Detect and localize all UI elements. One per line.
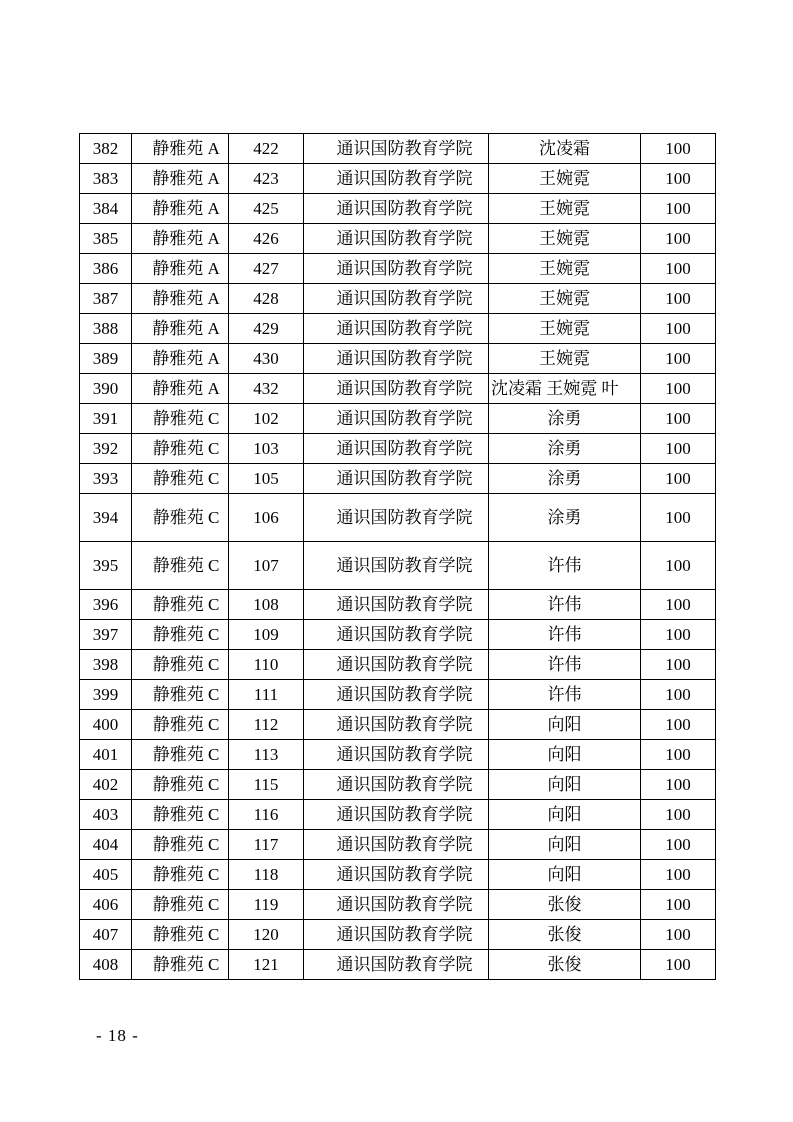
room-number-cell: 107 [229, 542, 304, 590]
row-number-cell: 392 [80, 434, 132, 464]
row-number-cell: 393 [80, 464, 132, 494]
score-cell: 100 [641, 374, 716, 404]
building-cell: 静雅苑 C [132, 860, 229, 890]
table-row [80, 284, 716, 314]
row-number-cell: 394 [80, 494, 132, 542]
inspector-name-cell: 张俊 [489, 950, 641, 980]
score-cell: 100 [641, 494, 716, 542]
score-cell: 100 [641, 404, 716, 434]
table-row [80, 680, 716, 710]
room-number-cell: 110 [229, 650, 304, 680]
inspector-name-cell: 张俊 [489, 920, 641, 950]
inspector-name-cell: 王婉霓 [489, 224, 641, 254]
room-number-cell: 117 [229, 830, 304, 860]
table-row [80, 314, 716, 344]
row-number-cell: 390 [80, 374, 132, 404]
building-cell: 静雅苑 C [132, 830, 229, 860]
college-cell: 通识国防教育学院 [304, 284, 489, 314]
inspector-name-cell: 许伟 [489, 620, 641, 650]
room-number-cell: 105 [229, 464, 304, 494]
college-cell: 通识国防教育学院 [304, 134, 489, 164]
inspector-name-cell: 王婉霓 [489, 314, 641, 344]
inspector-name-cell: 向阳 [489, 740, 641, 770]
college-cell: 通识国防教育学院 [304, 224, 489, 254]
table-row [80, 134, 716, 164]
table-row [80, 194, 716, 224]
college-cell: 通识国防教育学院 [304, 740, 489, 770]
inspector-name-cell: 涂勇 [489, 494, 641, 542]
building-cell: 静雅苑 C [132, 950, 229, 980]
room-number-cell: 103 [229, 434, 304, 464]
building-cell: 静雅苑 C [132, 740, 229, 770]
score-cell: 100 [641, 164, 716, 194]
building-cell: 静雅苑 A [132, 314, 229, 344]
score-cell: 100 [641, 542, 716, 590]
college-cell: 通识国防教育学院 [304, 710, 489, 740]
room-number-cell: 111 [229, 680, 304, 710]
row-number-cell: 402 [80, 770, 132, 800]
college-cell: 通识国防教育学院 [304, 494, 489, 542]
table-row [80, 890, 716, 920]
room-number-cell: 118 [229, 860, 304, 890]
inspector-name-cell: 向阳 [489, 710, 641, 740]
score-cell: 100 [641, 650, 716, 680]
college-cell: 通识国防教育学院 [304, 542, 489, 590]
college-cell: 通识国防教育学院 [304, 950, 489, 980]
score-cell: 100 [641, 830, 716, 860]
score-cell: 100 [641, 194, 716, 224]
score-cell: 100 [641, 680, 716, 710]
building-cell: 静雅苑 C [132, 650, 229, 680]
college-cell: 通识国防教育学院 [304, 920, 489, 950]
row-number-cell: 388 [80, 314, 132, 344]
page-number: - 18 - [96, 1026, 139, 1045]
table-row [80, 710, 716, 740]
inspector-name-cell: 许伟 [489, 650, 641, 680]
table-row [80, 620, 716, 650]
room-number-cell: 428 [229, 284, 304, 314]
college-cell: 通识国防教育学院 [304, 680, 489, 710]
building-cell: 静雅苑 C [132, 710, 229, 740]
college-cell: 通识国防教育学院 [304, 464, 489, 494]
table-row [80, 434, 716, 464]
building-cell: 静雅苑 A [132, 224, 229, 254]
building-cell: 静雅苑 A [132, 164, 229, 194]
table-row [80, 494, 716, 542]
row-number-cell: 405 [80, 860, 132, 890]
college-cell: 通识国防教育学院 [304, 800, 489, 830]
row-number-cell: 401 [80, 740, 132, 770]
building-cell: 静雅苑 C [132, 590, 229, 620]
score-cell: 100 [641, 314, 716, 344]
college-cell: 通识国防教育学院 [304, 194, 489, 224]
row-number-cell: 389 [80, 344, 132, 374]
score-cell: 100 [641, 224, 716, 254]
inspector-name-cell: 沈凌霜 [489, 134, 641, 164]
table-row [80, 344, 716, 374]
row-number-cell: 385 [80, 224, 132, 254]
college-cell: 通识国防教育学院 [304, 650, 489, 680]
score-cell: 100 [641, 590, 716, 620]
room-number-cell: 426 [229, 224, 304, 254]
college-cell: 通识国防教育学院 [304, 590, 489, 620]
score-cell: 100 [641, 710, 716, 740]
row-number-cell: 404 [80, 830, 132, 860]
inspector-name-cell: 许伟 [489, 590, 641, 620]
row-number-cell: 387 [80, 284, 132, 314]
college-cell: 通识国防教育学院 [304, 374, 489, 404]
score-cell: 100 [641, 254, 716, 284]
room-number-cell: 432 [229, 374, 304, 404]
room-number-cell: 121 [229, 950, 304, 980]
building-cell: 静雅苑 C [132, 620, 229, 650]
table-row [80, 650, 716, 680]
building-cell: 静雅苑 A [132, 254, 229, 284]
inspector-name-cell: 王婉霓 [489, 254, 641, 284]
room-number-cell: 425 [229, 194, 304, 224]
building-cell: 静雅苑 C [132, 890, 229, 920]
building-cell: 静雅苑 C [132, 434, 229, 464]
building-cell: 静雅苑 A [132, 284, 229, 314]
college-cell: 通识国防教育学院 [304, 890, 489, 920]
room-number-cell: 427 [229, 254, 304, 284]
table-row [80, 374, 716, 404]
inspector-name-cell: 向阳 [489, 860, 641, 890]
row-number-cell: 382 [80, 134, 132, 164]
row-number-cell: 398 [80, 650, 132, 680]
table-row [80, 740, 716, 770]
inspector-name-cell: 涂勇 [489, 404, 641, 434]
room-number-cell: 423 [229, 164, 304, 194]
building-cell: 静雅苑 C [132, 542, 229, 590]
score-cell: 100 [641, 890, 716, 920]
room-number-cell: 113 [229, 740, 304, 770]
room-number-cell: 112 [229, 710, 304, 740]
room-number-cell: 115 [229, 770, 304, 800]
college-cell: 通识国防教育学院 [304, 404, 489, 434]
inspector-name-cell: 王婉霓 [489, 284, 641, 314]
table-row [80, 770, 716, 800]
score-cell: 100 [641, 620, 716, 650]
table-row [80, 224, 716, 254]
row-number-cell: 403 [80, 800, 132, 830]
college-cell: 通识国防教育学院 [304, 770, 489, 800]
room-number-cell: 106 [229, 494, 304, 542]
score-cell: 100 [641, 800, 716, 830]
table-row [80, 950, 716, 980]
row-number-cell: 395 [80, 542, 132, 590]
room-number-cell: 109 [229, 620, 304, 650]
building-cell: 静雅苑 C [132, 770, 229, 800]
building-cell: 静雅苑 C [132, 404, 229, 434]
building-cell: 静雅苑 A [132, 194, 229, 224]
row-number-cell: 391 [80, 404, 132, 434]
room-number-cell: 108 [229, 590, 304, 620]
row-number-cell: 386 [80, 254, 132, 284]
room-number-cell: 119 [229, 890, 304, 920]
room-number-cell: 422 [229, 134, 304, 164]
college-cell: 通识国防教育学院 [304, 344, 489, 374]
score-cell: 100 [641, 920, 716, 950]
building-cell: 静雅苑 C [132, 464, 229, 494]
table-row [80, 404, 716, 434]
inspector-name-cell: 王婉霓 [489, 164, 641, 194]
row-number-cell: 396 [80, 590, 132, 620]
inspector-name-cell: 沈凌霜 王婉霓 叶 [489, 374, 641, 404]
inspector-name-cell: 王婉霓 [489, 344, 641, 374]
row-number-cell: 384 [80, 194, 132, 224]
building-cell: 静雅苑 A [132, 134, 229, 164]
inspector-name-cell: 张俊 [489, 890, 641, 920]
score-cell: 100 [641, 860, 716, 890]
score-cell: 100 [641, 740, 716, 770]
row-number-cell: 397 [80, 620, 132, 650]
table-row [80, 542, 716, 590]
college-cell: 通识国防教育学院 [304, 254, 489, 284]
room-number-cell: 116 [229, 800, 304, 830]
inspector-name-cell: 涂勇 [489, 464, 641, 494]
score-cell: 100 [641, 950, 716, 980]
table-row [80, 800, 716, 830]
building-cell: 静雅苑 A [132, 344, 229, 374]
score-cell: 100 [641, 134, 716, 164]
table-row [80, 830, 716, 860]
college-cell: 通识国防教育学院 [304, 860, 489, 890]
inspector-name-cell: 许伟 [489, 542, 641, 590]
table-row [80, 860, 716, 890]
row-number-cell: 408 [80, 950, 132, 980]
room-number-cell: 120 [229, 920, 304, 950]
inspector-name-cell: 涂勇 [489, 434, 641, 464]
table-row [80, 164, 716, 194]
score-cell: 100 [641, 434, 716, 464]
dormitory-score-table [79, 133, 716, 980]
room-number-cell: 429 [229, 314, 304, 344]
score-cell: 100 [641, 284, 716, 314]
inspector-name-cell: 王婉霓 [489, 194, 641, 224]
score-cell: 100 [641, 344, 716, 374]
building-cell: 静雅苑 A [132, 374, 229, 404]
building-cell: 静雅苑 C [132, 800, 229, 830]
row-number-cell: 400 [80, 710, 132, 740]
score-cell: 100 [641, 770, 716, 800]
row-number-cell: 407 [80, 920, 132, 950]
table-row [80, 254, 716, 284]
college-cell: 通识国防教育学院 [304, 434, 489, 464]
inspector-name-cell: 许伟 [489, 680, 641, 710]
score-cell: 100 [641, 464, 716, 494]
building-cell: 静雅苑 C [132, 494, 229, 542]
table-row [80, 920, 716, 950]
college-cell: 通识国防教育学院 [304, 164, 489, 194]
row-number-cell: 383 [80, 164, 132, 194]
college-cell: 通识国防教育学院 [304, 620, 489, 650]
building-cell: 静雅苑 C [132, 920, 229, 950]
college-cell: 通识国防教育学院 [304, 314, 489, 344]
room-number-cell: 102 [229, 404, 304, 434]
table-row [80, 590, 716, 620]
table-body [80, 134, 716, 980]
inspector-name-cell: 向阳 [489, 830, 641, 860]
table-row [80, 464, 716, 494]
row-number-cell: 406 [80, 890, 132, 920]
inspector-name-cell: 向阳 [489, 800, 641, 830]
inspector-name-cell: 向阳 [489, 770, 641, 800]
room-number-cell: 430 [229, 344, 304, 374]
building-cell: 静雅苑 C [132, 680, 229, 710]
college-cell: 通识国防教育学院 [304, 830, 489, 860]
row-number-cell: 399 [80, 680, 132, 710]
